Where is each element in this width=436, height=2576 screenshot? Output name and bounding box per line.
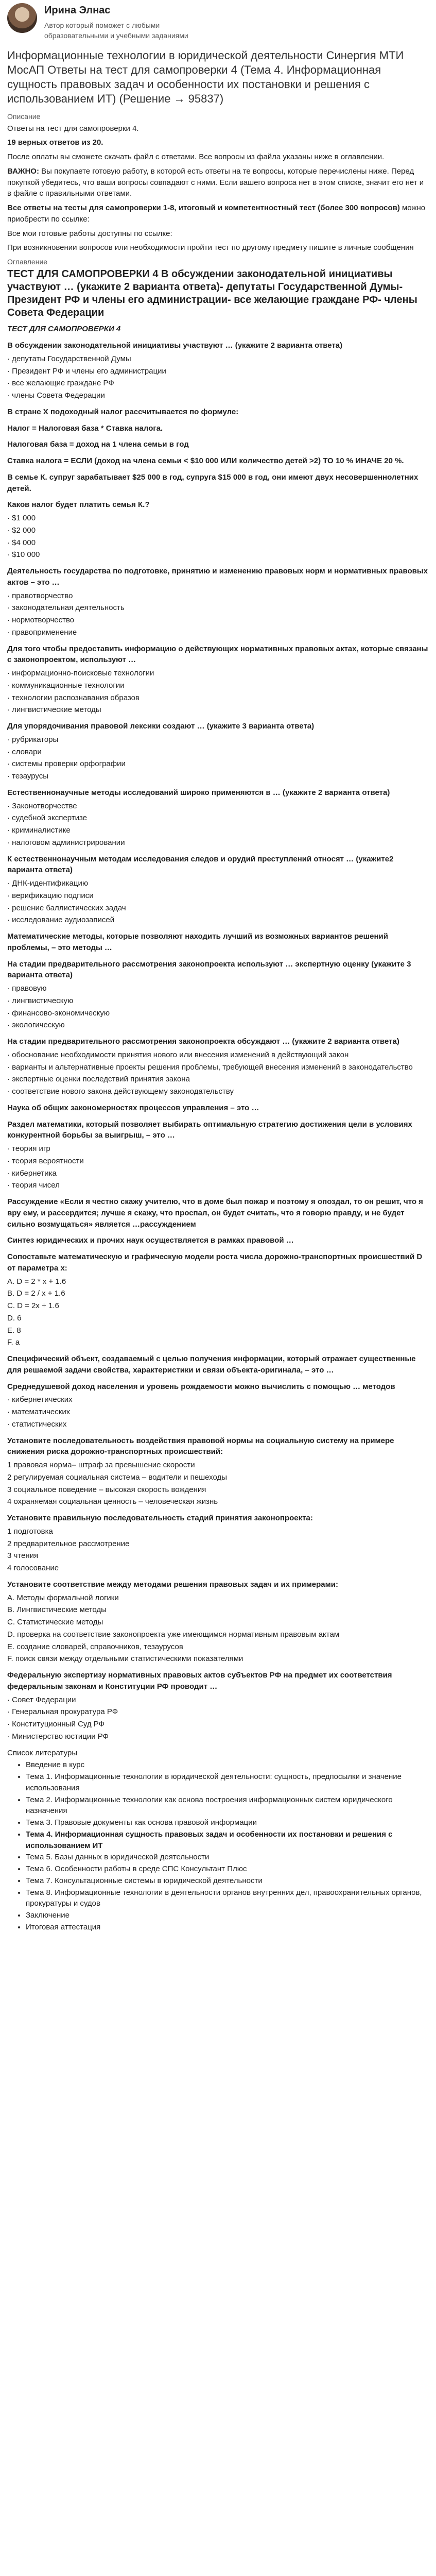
literature-item: • Тема 7. Консультационные системы в юридической деятельности — [26, 1875, 429, 1887]
answer-option: E. создание словарей, справочников, тезаурусов — [7, 1642, 183, 1651]
answer-option: C. D = 2x + 1.6 — [7, 1301, 59, 1311]
answer-option: · решение баллистических задач — [7, 903, 126, 912]
question-text: В обсуждении законодательной инициативы участвуют … (укажите 2 варианта ответа) — [7, 341, 343, 350]
answer-option: · криминалистике — [7, 826, 71, 835]
answer-option: · рубрикаторы — [7, 735, 59, 744]
answer-option: · правовую — [7, 984, 47, 993]
answer-option: · экологическую — [7, 1021, 65, 1030]
answer-option: · правотворчество — [7, 591, 73, 600]
question-text: В семье К. супруг зарабатывает $25 000 в год, супруга $15 000 в год, они имеют двух несовершеннолетних детей. — [7, 472, 418, 493]
literature-item: • Тема 6. Особенности работы в среде СПС Консультант Плюс — [26, 1863, 429, 1875]
question-text: Сопоставьте математическую и графическую модели роста числа дорожно-транспортных происшествий D от параметра x: — [7, 1252, 423, 1273]
description-text: Ответы на тест для самопроверки 4. — [7, 124, 139, 133]
literature-item: • Тема 2. Информационные технологии как основа построения информационных систем юридического назначения — [26, 1794, 429, 1817]
answer-option: · финансово-экономическую — [7, 1008, 110, 1018]
answer-option: · Совет Федерации — [7, 1695, 76, 1704]
answer-option: · судебной экспертизе — [7, 814, 88, 823]
answer-option: 1 правовая норма– штраф за превышение скорости — [7, 1461, 195, 1470]
important-text: Вы покупаете готовую работу, в которой есть ответы на те вопросы, которые перечислены ниже. Перед покупкой убедитесь, что ваши вопросы совпадают с ними. Если вашего вопроса нет в этом списке, значит его нет и в файле с правильными ответами. — [7, 166, 424, 198]
answer-option: 3 социальное поведение – высокая скорость вождения — [7, 1485, 206, 1494]
answer-option: F. a — [7, 1338, 20, 1347]
answer-option: · кибернетика — [7, 1168, 57, 1178]
question-text: Налоговая база = доход на 1 члена семьи в год — [7, 440, 189, 449]
important-prefix: ВАЖНО: — [7, 166, 39, 176]
answer-option: A. D = 2 * x + 1.6 — [7, 1277, 66, 1286]
answer-option: · Министерство юстиции РФ — [7, 1732, 109, 1741]
answer-option: F. поиск связи между отдельными статистическими показателями — [7, 1654, 243, 1664]
question-text: На стадии предварительного рассмотрения законопроекта используют … экспертную оценку (укажите 3 варианта ответа) — [7, 959, 411, 980]
answer-option: · все желающие граждане РФ — [7, 379, 114, 388]
answer-option: · $4 000 — [7, 538, 36, 547]
description-label: Описание — [7, 112, 41, 121]
answer-option: · правоприменение — [7, 628, 77, 637]
question-text: Ставка налога = ЕСЛИ (доход на члена семьи < $10 000 ИЛИ количество детей >2) ТО 10 % ИНАЧЕ 20 %. — [7, 456, 404, 466]
question-text: Каков налог будет платить семья К.? — [7, 500, 150, 510]
question-text: Федеральную экспертизу нормативных правовых актов субъектов РФ на предмет их соответствия федеральным законам и Конституции РФ проводит … — [7, 1671, 392, 1691]
author-block — [7, 3, 429, 41]
answer-option: · депутаты Государственной Думы — [7, 354, 131, 363]
correct-count: 19 верных ответов из 20. — [7, 138, 103, 147]
question-text: Математические методы, которые позволяют находить лучший из возможных вариантов решений проблемы, – это методы … — [7, 932, 388, 952]
answer-option: 1 подготовка — [7, 1527, 53, 1536]
answer-option: · $1 000 — [7, 514, 36, 523]
answer-option: 3 чтения — [7, 1551, 39, 1561]
answer-option: · теория игр — [7, 1144, 50, 1154]
answer-option: B. Лингвистические методы — [7, 1605, 107, 1615]
answer-option: · $2 000 — [7, 526, 36, 535]
answer-option: 4 охраняемая социальная ценность – человеческая жизнь — [7, 1497, 218, 1506]
test-big-heading: ТЕСТ ДЛЯ САМОПРОВЕРКИ 4 В обсуждении законодательной инициативы участвуют … (укажите 2 варианта ответа)- депутаты Государственной Думы- Президент РФ и члены его администрации- все желающие граждане РФ- члены Совета Федерации — [7, 268, 417, 319]
answer-option: · лингвистическую — [7, 996, 74, 1005]
test-heading: ТЕСТ ДЛЯ САМОПРОВЕРКИ 4 — [7, 325, 121, 334]
answer-option: · Конституционный Суд РФ — [7, 1720, 105, 1729]
answer-option: 2 регулируемая социальная система – водители и пешеходы — [7, 1472, 228, 1482]
answer-option: · системы проверки орфографии — [7, 759, 126, 769]
all-works-link[interactable]: Все мои готовые работы доступны по ссылке: — [7, 229, 172, 238]
answer-option: · теория чисел — [7, 1181, 60, 1190]
answer-option: · $10 000 — [7, 550, 40, 560]
literature-item: • Тема 8. Информационные технологии в деятельности органов внутренних дел, правоохранительных органов, прокуратуры и судов — [26, 1887, 429, 1910]
important-note — [7, 166, 429, 199]
answer-option: · соответствие нового закона действующему законодательству — [7, 1087, 234, 1096]
answer-option: · обоснование необходимости принятия нового или внесения изменений в действующий закон — [7, 1050, 349, 1059]
answer-option: · коммуникационные технологии — [7, 681, 125, 690]
literature-label: Список литературы — [7, 1748, 78, 1757]
answer-option: · законодательная деятельность — [7, 603, 125, 613]
all-answers-link[interactable]: Все ответы на тесты для самопроверки 1-8, итоговый и компетентностный тест (более 300 вопросов) — [7, 204, 400, 213]
question-text: Деятельность государства по подготовке, принятию и изменению правовых норм и нормативных правовых актов – это … — [7, 567, 428, 587]
question-text: Рассуждение «Если я честно скажу учителю, что в доме был пожар и поэтому я опоздал, то он решит, что я вру ему, и рассердится; лучше я скажу, что проспал, он будет считать, что я говорю правду, и не будет сильно возмущаться» является …рассуждением — [7, 1197, 423, 1229]
question-text: Синтез юридических и прочих наук осуществляется в рамках правовой … — [7, 1236, 294, 1245]
answer-option: · Законотворчестве — [7, 801, 77, 810]
question-text: Установите правильную последовательность стадий принятия законопроекта: — [7, 1514, 313, 1523]
question-text: Среднедушевой доход населения и уровень рождаемости можно вычислить с помощью … методов — [7, 1382, 395, 1391]
answer-option: · информационно-поисковые технологии — [7, 669, 154, 678]
question-text: Естественнонаучные методы исследований широко применяются в … (укажите 2 варианта ответа) — [7, 788, 390, 797]
toc-label: Оглавление — [7, 258, 48, 266]
answer-option: · Президент РФ и члены его администрации — [7, 366, 166, 376]
author-name[interactable]: Ирина Элнас — [44, 5, 111, 16]
answer-option: 4 голосование — [7, 1564, 59, 1573]
literature-item: • Тема 4. Информационная сущность правовых задач и особенности их постановки и решения с использованием ИТ — [26, 1829, 429, 1852]
question-text: Установите последовательность воздействия правовой нормы на социальную систему на примере снижения риска дорожно-транспортных происшествий: — [7, 1436, 394, 1456]
question-text: Раздел математики, который позволяет выбирать оптимальную стратегию достижения цели в условиях конкурентной борьбы за выигрыш, – это … — [7, 1120, 412, 1140]
answer-option: · кибернетических — [7, 1395, 73, 1404]
answer-option: D. 6 — [7, 1313, 22, 1323]
question-text: Для того чтобы предоставить информацию о действующих нормативных правовых актах, которые связаны с законопроектом, используют … — [7, 644, 428, 665]
answer-option: · теория вероятности — [7, 1156, 84, 1165]
answer-option: · лингвистические методы — [7, 705, 101, 715]
answer-option: · исследование аудиозаписей — [7, 916, 115, 925]
question-text: Наука об общих закономерностях процессов управления – это … — [7, 1103, 259, 1112]
question-text: Для упорядочивания правовой лексики создают … (укажите 3 варианта ответа) — [7, 722, 315, 731]
help-text: При возникновении вопросов или необходимости пройти тест по другому предмету пишите в личные сообщения — [7, 243, 414, 252]
answer-option: · Генеральная прокуратура РФ — [7, 1707, 118, 1717]
question-text: В стране Х подоходный налог рассчитывается по формуле: — [7, 407, 239, 416]
author-info — [44, 3, 199, 41]
all-answers-note — [7, 202, 429, 225]
answer-option: · нормотворчество — [7, 616, 75, 625]
answer-option: A. Методы формальной логики — [7, 1593, 119, 1602]
question-text: Установите соответствие между методами решения правовых задач и их примерами: — [7, 1580, 338, 1589]
questions-list — [7, 340, 429, 1742]
answer-option: · ДНК-идентификацию — [7, 879, 89, 888]
answer-option: · налоговом администрировании — [7, 838, 125, 847]
answer-option: · верификацию подписи — [7, 891, 94, 900]
answer-option: C. Статистические методы — [7, 1618, 103, 1627]
answer-option: · статистических — [7, 1419, 67, 1429]
author-description: Автор который поможет с любыми образовательными и учебными заданиями — [44, 21, 188, 40]
literature-item: • Введение в курс — [26, 1759, 429, 1771]
avatar[interactable] — [7, 3, 37, 33]
literature-item: • Тема 3. Правовые документы как основа правовой информации — [26, 1817, 429, 1828]
answer-option: · словари — [7, 747, 42, 756]
literature-item: • Тема 5. Базы данных в юридической деятельности — [26, 1852, 429, 1863]
answer-option: · экспертные оценки последствий принятия закона — [7, 1075, 190, 1084]
question-text: На стадии предварительного рассмотрения законопроекта обсуждают … (укажите 2 варианта ответа) — [7, 1037, 399, 1046]
document-title: Информационные технологии в юридической деятельности Синергия МТИ МосАП Ответы на тест для самопроверки 4 (Тема 4. Информационная сущность правовых задач и особенности их постановки и решения с использованием ИТ) (Решение → 95837) — [7, 48, 404, 106]
answer-option: E. 8 — [7, 1326, 21, 1335]
after-payment-text: После оплаты вы сможете скачать файл с ответами. Все вопросы из файла указаны ниже в оглавлении. — [7, 152, 385, 162]
answer-option: B. D = 2 / x + 1.6 — [7, 1289, 65, 1298]
answer-option: 2 предварительное рассмотрение — [7, 1539, 130, 1548]
question-text: Налог = Налоговая база * Ставка налога. — [7, 423, 163, 433]
answer-option: · технологии распознавания образов — [7, 693, 139, 702]
literature-item: • Тема 1. Информационные технологии в юридической деятельности: сущность, предпосылки и значение использования — [26, 1771, 429, 1794]
literature-item: • Итоговая аттестация — [26, 1922, 429, 1933]
answer-option: · члены Совета Федерации — [7, 391, 105, 400]
answer-option: · тезаурусы — [7, 772, 49, 781]
all-answers-suffix: можно приобрести по ссылке: — [7, 204, 426, 224]
answer-option: · варианты и альтернативные проекты решения проблемы, требующей внесения изменений в законодательство — [7, 1062, 413, 1072]
answer-option: D. проверка на соответствие законопроекта уже имеющимся нормативным правовым актам — [7, 1630, 340, 1639]
question-text: Специфический объект, создаваемый с целью получения информации, который отражает существенные для решаемой задачи свойства, характеристики и связи объекта-оригинала, – это … — [7, 1354, 416, 1375]
literature-list — [7, 1759, 429, 1933]
question-text: К естественнонаучным методам исследования следов и орудий преступлений относят … (укажите2 варианта ответа) — [7, 854, 394, 875]
answer-option: · математических — [7, 1408, 71, 1417]
literature-item: • Заключение — [26, 1910, 429, 1921]
